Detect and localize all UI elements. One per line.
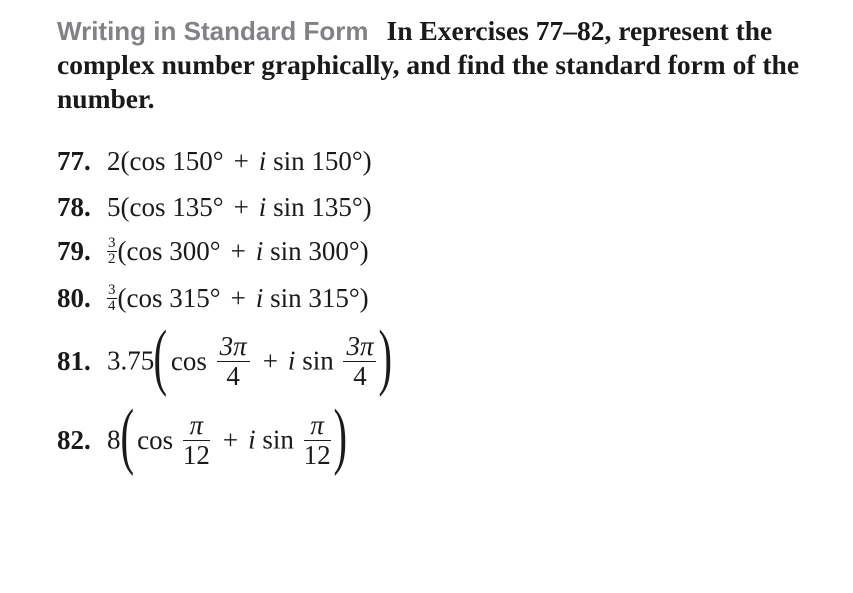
exercise-intro: [57, 14, 817, 116]
angle: 150°: [172, 146, 224, 176]
exercise-number: 78.: [57, 192, 91, 222]
coefficient-fraction: $\frac{3}{4}$: [108, 282, 116, 315]
exercise-82: 82. 8( cos $\frac{\pi}{12}$ + i sin $\frac{\pi}{12}$ ): [57, 395, 347, 477]
exercise-number: 81.: [57, 345, 91, 376]
exercise-80: 80. $\frac{3}{4}$ (cos 315° + i sin 315°): [57, 282, 369, 315]
angle: 300°: [308, 236, 360, 266]
exercise-78: 78. 5(cos 135° + i sin 135°): [57, 192, 372, 222]
exercise-81: 81. 3.75( cos $\frac{3\pi}{4}$ + i sin $\frac{3\pi}{4}$ ): [57, 316, 393, 398]
exercise-79: 79. $\frac{3}{2}$ (cos 300° + i sin 300°): [57, 235, 369, 268]
angle: 315°: [169, 283, 221, 313]
exercise-number: 77.: [57, 146, 91, 176]
angle: 150°: [311, 146, 363, 176]
exercise-number: 79.: [57, 236, 91, 266]
exercise-77: 77. 2(cos 150° + i sin 150°): [57, 146, 372, 176]
angle: 135°: [311, 192, 363, 222]
angle-fraction: $\frac{3\pi}{4}$: [343, 332, 376, 391]
exercise-number: 80.: [57, 283, 91, 313]
coefficient-fraction: $\frac{3}{2}$: [108, 235, 116, 268]
angle-fraction: $\frac{\pi}{12}$: [303, 409, 331, 470]
coefficient: 2: [107, 146, 121, 176]
section-title: Writing in Standard Form: [57, 16, 369, 46]
angle: 315°: [308, 283, 360, 313]
coefficient: 5: [107, 192, 121, 222]
angle-fraction: $\frac{\pi}{12}$: [182, 409, 210, 470]
exercise-number: 82.: [57, 424, 91, 455]
angle-fraction: $\frac{3\pi}{4}$: [217, 332, 250, 391]
angle: 135°: [172, 192, 224, 222]
angle: 300°: [169, 236, 221, 266]
coefficient: 8: [107, 424, 121, 455]
instruction-text: In Exercises 77–82, represent the complex number graphically, and find the standard form of the number.: [57, 15, 800, 114]
coefficient: 3.75: [107, 345, 155, 376]
